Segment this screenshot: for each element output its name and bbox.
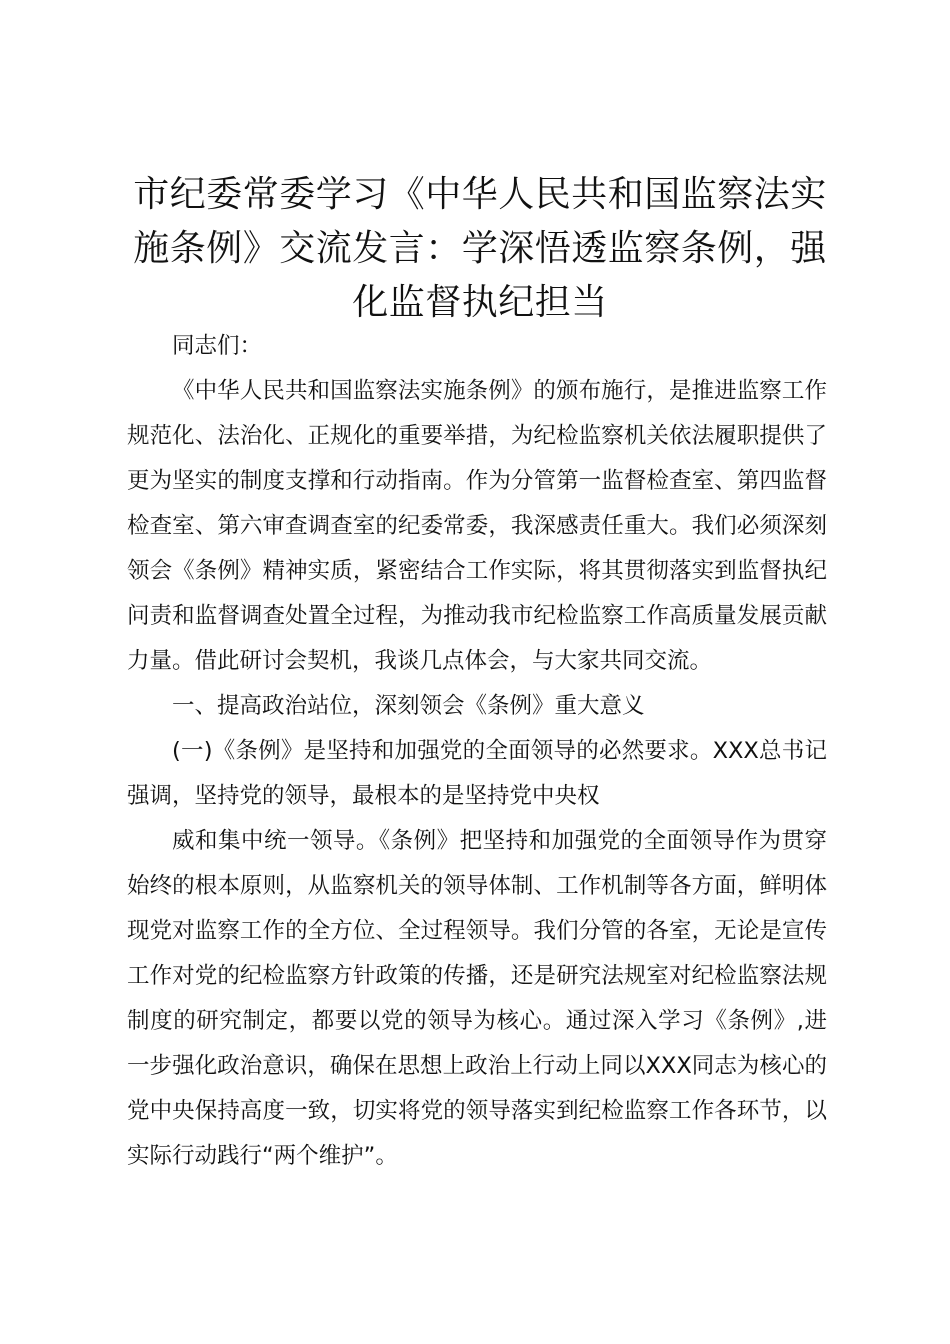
section-heading: 一、提高政治站位，深刻领会《条例》重大意义 bbox=[172, 693, 645, 719]
document-body bbox=[127, 324, 827, 1179]
greeting: 同志们： bbox=[172, 333, 263, 359]
subsection-paragraph: (一)《条例》是坚持和加强党的全面领导的必然要求。XXX总书记强调，坚持党的领导，最根本的是坚持党中央权 bbox=[127, 738, 827, 809]
document-title: 市纪委常委学习《中华人民共和国监察法实施条例》交流发言：学深悟透监察条例，强化监督执纪担当 bbox=[133, 174, 827, 323]
body-paragraph: 威和集中统一领导。《条例》把坚持和加强党的全面领导作为贯穿始终的根本原则，从监察机关的领导体制、工作机制等各方面，鲜明体现党对监察工作的全方位、全过程领导。我们分管的各室，无论是宣传工作对党的纪检监察方针政策的传播，还是研究法规室对纪检监察法规制度的研究制定，都要以党的领导为核心。通过深入学习《条例》,进一步强化政治意识，确保在思想上政治上行动上同以XXX同志为核心的党中央保持高度一致，切实将党的领导落实到纪检监察工作各环节，以实际行动践行“两个维护”。 bbox=[127, 828, 827, 1169]
intro-paragraph: 《中华人民共和国监察法实施条例》的颁布施行，是推进监察工作规范化、法治化、正规化的重要举措，为纪检监察机关依法履职提供了更为坚实的制度支撑和行动指南。作为分管第一监督检查室、第四监督检查室、第六审查调查室的纪委常委，我深感责任重大。我们必须深刻领会《条例》精神实质，紧密结合工作实际，将其贯彻落实到监督执纪问责和监督调查处置全过程，为推动我市纪检监察工作高质量发展贡献力量。借此研讨会契机，我谈几点体会，与大家共同交流。 bbox=[127, 378, 827, 674]
